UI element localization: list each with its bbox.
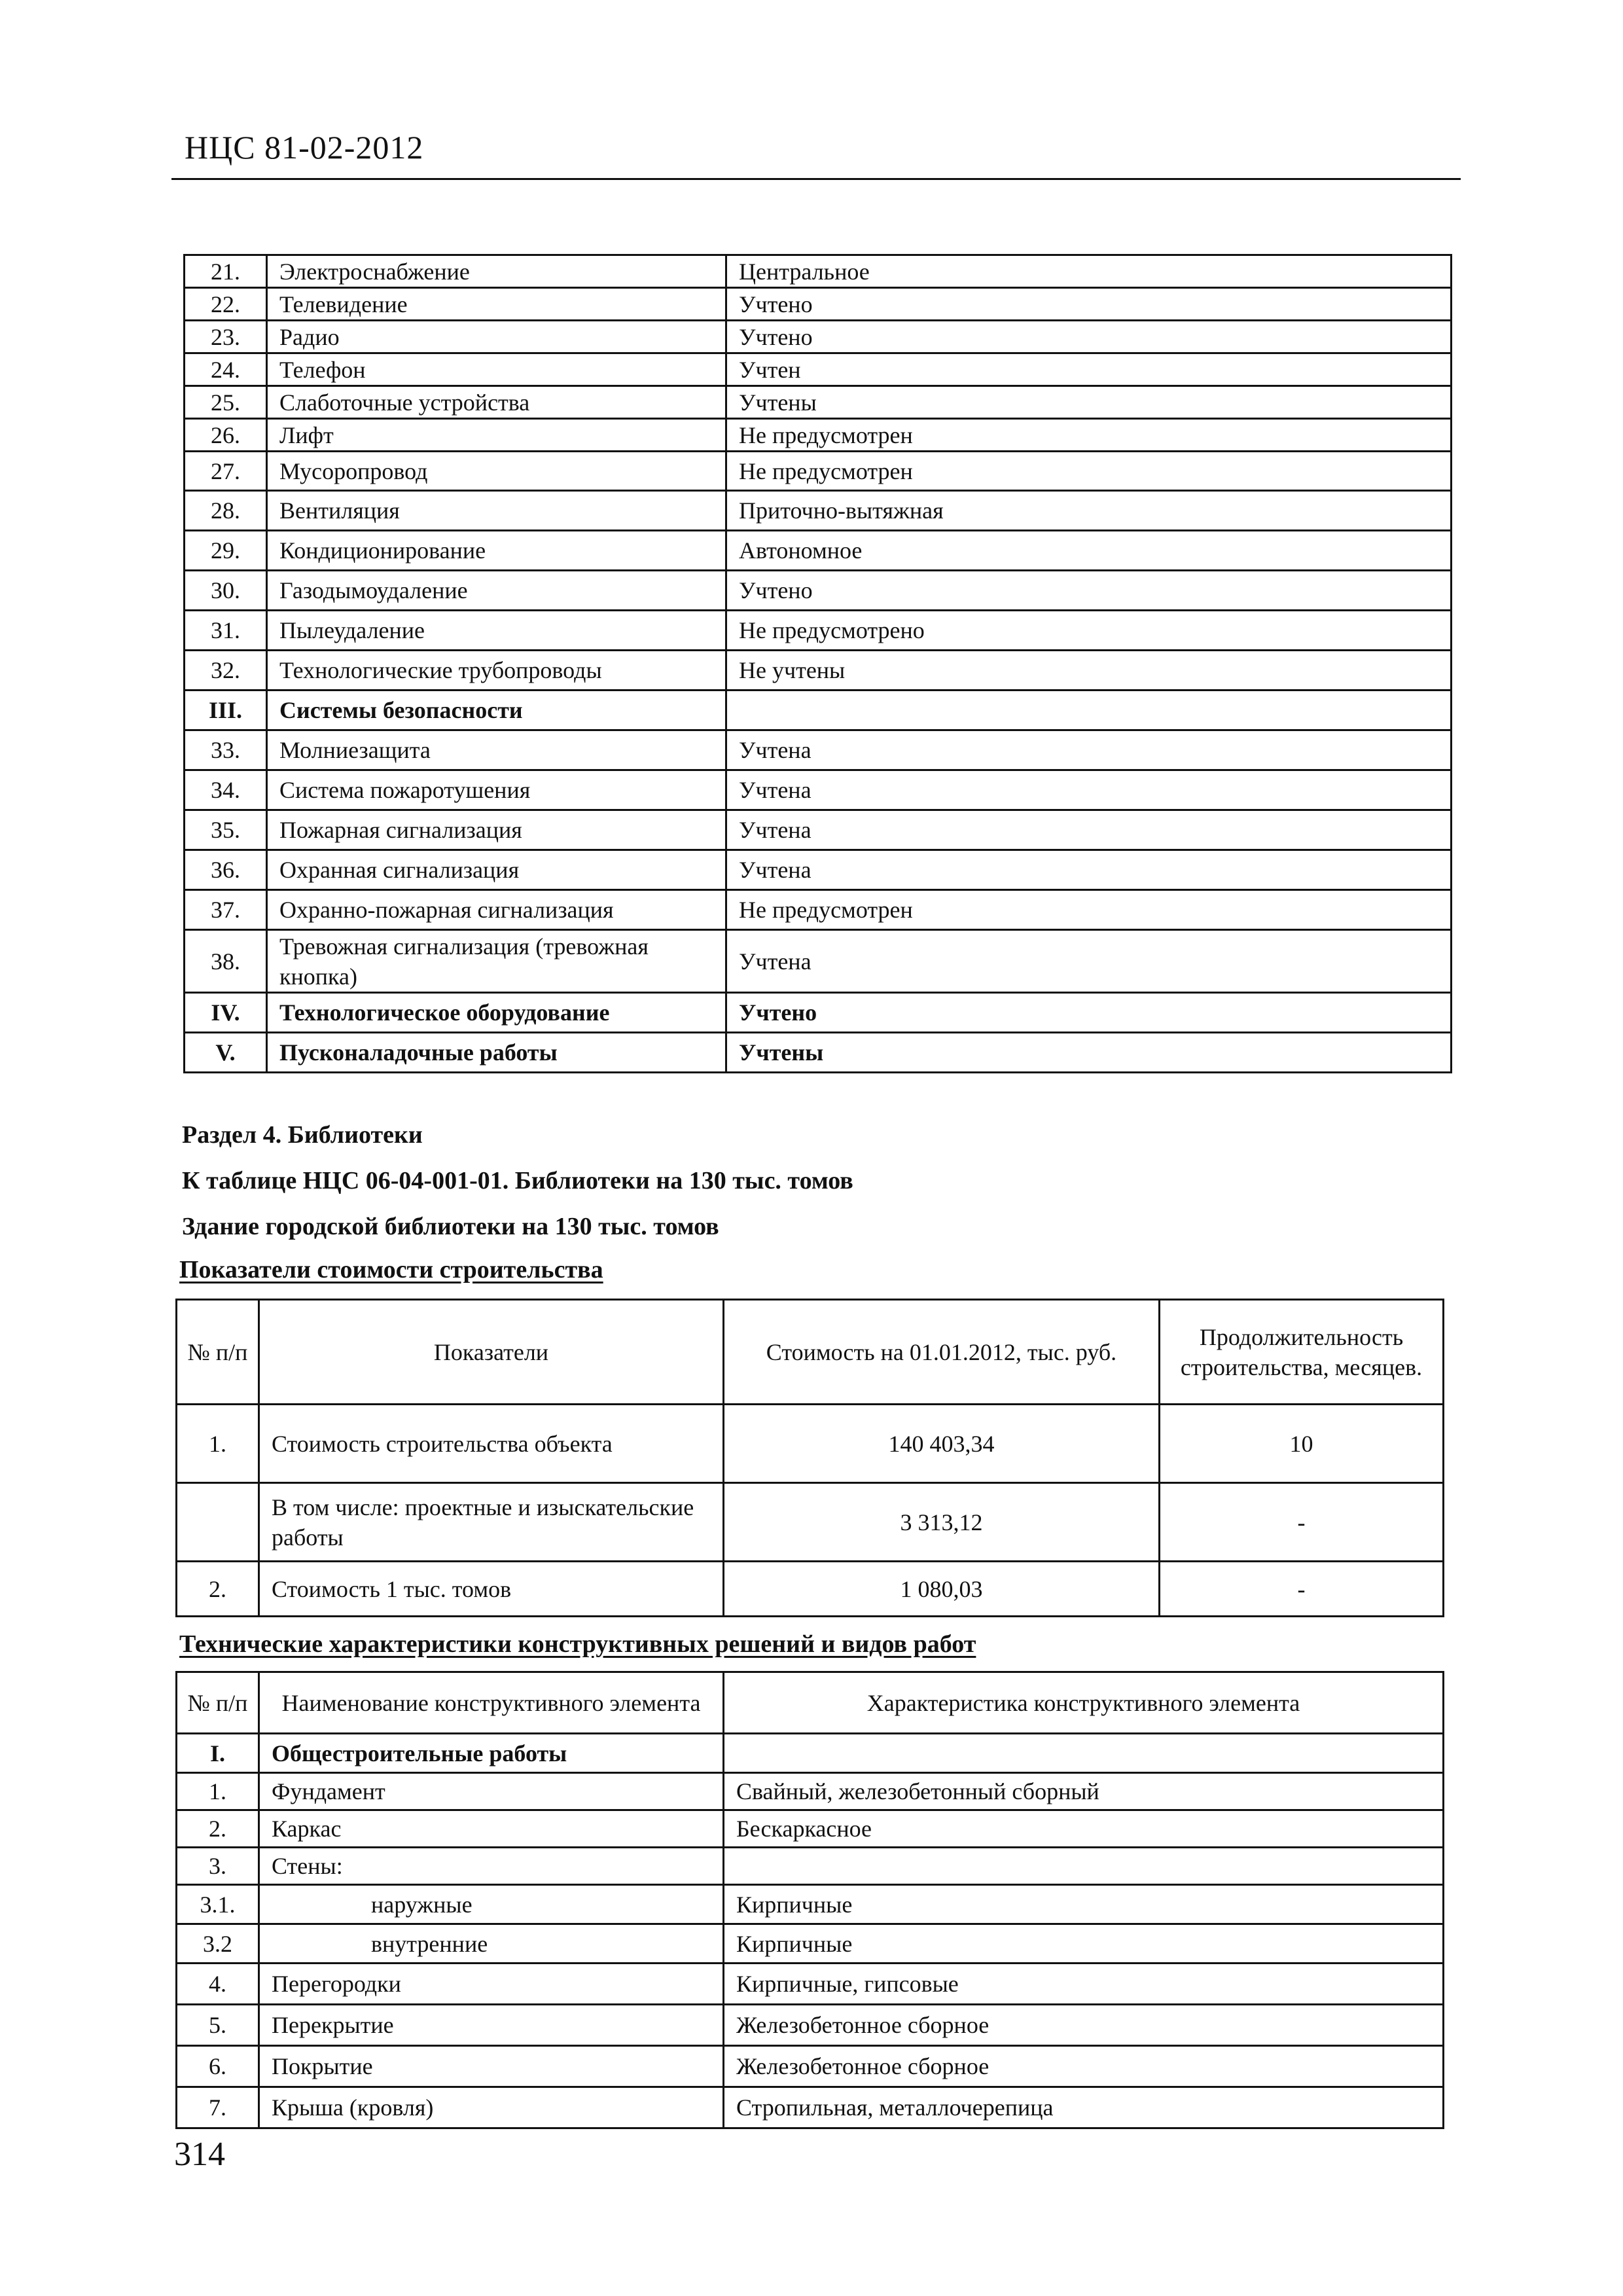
table-row	[177, 1885, 1444, 1924]
table-row	[177, 1924, 1444, 1964]
row-number: 27.	[185, 452, 267, 491]
row-number: 35.	[185, 810, 267, 850]
table-row	[185, 571, 1452, 611]
table-row	[185, 419, 1452, 452]
table-row	[185, 353, 1452, 386]
indicator-duration: 10	[1160, 1405, 1444, 1483]
row-number: 38.	[185, 930, 267, 993]
row-number: 28.	[185, 491, 267, 531]
table-row	[177, 1773, 1444, 1810]
row-number: 3.1.	[177, 1885, 259, 1924]
element-characteristic	[724, 1848, 1444, 1885]
element-value: Центральное	[726, 255, 1452, 288]
row-number	[177, 1483, 259, 1562]
element-name: Радио	[267, 321, 726, 353]
row-number: 29.	[185, 531, 267, 571]
section-name: Системы безопасности	[267, 691, 726, 730]
row-number: 26.	[185, 419, 267, 452]
indicator-cost: 3 313,12	[724, 1483, 1160, 1562]
element-value: Учтена	[726, 810, 1452, 850]
section-title: Раздел 4. Библиотеки	[182, 1121, 423, 1149]
element-characteristic: Кирпичные, гипсовые	[724, 1964, 1444, 2005]
row-number: 33.	[185, 730, 267, 770]
element-name: Телевидение	[267, 288, 726, 321]
table-section-row	[185, 993, 1452, 1033]
element-name: Система пожаротушения	[267, 770, 726, 810]
element-name: Пылеудаление	[267, 611, 726, 651]
cost-indicators-table	[175, 1299, 1444, 1617]
indicator-cost: 140 403,34	[724, 1405, 1160, 1483]
header-cost: Стоимость на 01.01.2012, тыс. руб.	[724, 1300, 1160, 1405]
indicator-name: Стоимость строительства объекта	[259, 1405, 724, 1483]
table-row	[185, 288, 1452, 321]
row-number: 37.	[185, 890, 267, 930]
row-number: 3.2	[177, 1924, 259, 1964]
element-value: Автономное	[726, 531, 1452, 571]
element-value: Учтено	[726, 321, 1452, 353]
table-section-row	[185, 691, 1452, 730]
row-number: 2.	[177, 1562, 259, 1617]
element-name: Покрытие	[259, 2046, 724, 2087]
table-row	[177, 1810, 1444, 1848]
row-number: 30.	[185, 571, 267, 611]
table-row	[177, 1964, 1444, 2005]
element-characteristic: Кирпичные	[724, 1924, 1444, 1964]
section-number: IV.	[185, 993, 267, 1033]
section-number: I.	[177, 1734, 259, 1773]
row-number: 23.	[185, 321, 267, 353]
indicator-duration: -	[1160, 1483, 1444, 1562]
element-name: Газодымоудаление	[267, 571, 726, 611]
table-row	[185, 850, 1452, 890]
row-number: 1.	[177, 1405, 259, 1483]
cost-table-caption: Показатели стоимости строительства	[179, 1256, 603, 1283]
table-header-row	[177, 1300, 1444, 1405]
header-number: № п/п	[177, 1300, 259, 1405]
section-number: III.	[185, 691, 267, 730]
header-element-name: Наименование конструктивного элемента	[259, 1672, 724, 1734]
table-row	[177, 2005, 1444, 2046]
table-row	[177, 1562, 1444, 1617]
table-row	[185, 611, 1452, 651]
element-name: Слаботочные устройства	[267, 386, 726, 419]
element-name: Каркас	[259, 1810, 724, 1848]
indicator-name: Стоимость 1 тыс. томов	[259, 1562, 724, 1617]
element-name: Молниезащита	[267, 730, 726, 770]
element-name: Лифт	[267, 419, 726, 452]
row-number: 34.	[185, 770, 267, 810]
row-number: 7.	[177, 2087, 259, 2128]
row-number: 6.	[177, 2046, 259, 2087]
element-name: внутренние	[259, 1924, 724, 1964]
element-characteristic: Бескаркасное	[724, 1810, 1444, 1848]
table-section-row	[177, 1734, 1444, 1773]
element-name: Фундамент	[259, 1773, 724, 1810]
element-name: Технологические трубопроводы	[267, 651, 726, 691]
section-number: V.	[185, 1033, 267, 1073]
element-characteristic: Железобетонное сборное	[724, 2005, 1444, 2046]
element-name: Кондиционирование	[267, 531, 726, 571]
element-name: наружные	[259, 1885, 724, 1924]
table-section-row	[185, 1033, 1452, 1073]
section-value: Учтено	[726, 993, 1452, 1033]
element-name: Мусоропровод	[267, 452, 726, 491]
element-characteristic: Свайный, железобетонный сборный	[724, 1773, 1444, 1810]
indicator-cost: 1 080,03	[724, 1562, 1160, 1617]
header-duration: Продолжительность строительства, месяцев.	[1160, 1300, 1444, 1405]
row-number: 4.	[177, 1964, 259, 2005]
row-number: 24.	[185, 353, 267, 386]
table-row	[177, 1483, 1444, 1562]
element-value: Учтена	[726, 930, 1452, 993]
element-value: Не предусмотрен	[726, 452, 1452, 491]
element-characteristic	[724, 1734, 1444, 1773]
element-name: Телефон	[267, 353, 726, 386]
element-name: Охранно-пожарная сигнализация	[267, 890, 726, 930]
technical-characteristics-table	[175, 1671, 1444, 2129]
element-name: Охранная сигнализация	[267, 850, 726, 890]
row-number: 31.	[185, 611, 267, 651]
table-row	[177, 2087, 1444, 2128]
engineering-systems-rows	[185, 255, 1452, 1073]
table-row	[177, 2046, 1444, 2087]
table-row	[185, 890, 1452, 930]
table-row	[185, 491, 1452, 531]
table-row	[185, 255, 1452, 288]
element-value: Приточно-вытяжная	[726, 491, 1452, 531]
table-row	[185, 730, 1452, 770]
building-title: Здание городской библиотеки на 130 тыс. томов	[182, 1213, 719, 1240]
section-name: Пусконаладочные работы	[267, 1033, 726, 1073]
element-name: Перекрытие	[259, 2005, 724, 2046]
document-code: НЦС 81-02-2012	[185, 129, 424, 166]
header-indicator: Показатели	[259, 1300, 724, 1405]
header-number: № п/п	[177, 1672, 259, 1734]
element-value: Учтен	[726, 353, 1452, 386]
row-number: 2.	[177, 1810, 259, 1848]
table-row	[177, 1848, 1444, 1885]
row-number: 32.	[185, 651, 267, 691]
table-row	[185, 770, 1452, 810]
indicator-duration: -	[1160, 1562, 1444, 1617]
row-number: 3.	[177, 1848, 259, 1885]
row-number: 1.	[177, 1773, 259, 1810]
table-row	[185, 651, 1452, 691]
element-name: Пожарная сигнализация	[267, 810, 726, 850]
table-row	[185, 452, 1452, 491]
element-characteristic: Стропильная, металлочерепица	[724, 2087, 1444, 2128]
technical-characteristics-rows	[177, 1672, 1444, 2128]
table-row	[185, 930, 1452, 993]
element-name: Вентиляция	[267, 491, 726, 531]
section-value: Учтены	[726, 1033, 1452, 1073]
section-name: Общестроительные работы	[259, 1734, 724, 1773]
row-number: 5.	[177, 2005, 259, 2046]
element-value: Учтено	[726, 288, 1452, 321]
table-row	[185, 531, 1452, 571]
element-value: Не учтены	[726, 651, 1452, 691]
page-number: 314	[174, 2136, 225, 2173]
tech-table-caption: Технические характеристики конструктивных решений и видов работ	[179, 1630, 976, 1658]
table-row	[185, 386, 1452, 419]
indicator-name: В том числе: проектные и изыскательские работы	[259, 1483, 724, 1562]
element-characteristic: Железобетонное сборное	[724, 2046, 1444, 2087]
element-value: Учтена	[726, 770, 1452, 810]
element-value: Учтена	[726, 850, 1452, 890]
element-name: Перегородки	[259, 1964, 724, 2005]
table-row	[177, 1405, 1444, 1483]
header-characteristic: Характеристика конструктивного элемента	[724, 1672, 1444, 1734]
element-value: Учтена	[726, 730, 1452, 770]
table-row	[185, 810, 1452, 850]
row-number: 22.	[185, 288, 267, 321]
element-value: Учтено	[726, 571, 1452, 611]
section-name: Технологическое оборудование	[267, 993, 726, 1033]
element-value: Учтены	[726, 386, 1452, 419]
element-value: Не предусмотрено	[726, 611, 1452, 651]
element-name: Электроснабжение	[267, 255, 726, 288]
element-value	[726, 691, 1452, 730]
row-number: 36.	[185, 850, 267, 890]
element-name: Тревожная сигнализация (тревожная кнопка)	[267, 930, 726, 993]
table-header-row	[177, 1672, 1444, 1734]
table-reference: К таблице НЦС 06-04-001-01. Библиотеки на 130 тыс. томов	[182, 1167, 853, 1194]
element-name: Стены:	[259, 1848, 724, 1885]
element-value: Не предусмотрен	[726, 419, 1452, 452]
cost-indicators-rows	[177, 1300, 1444, 1617]
engineering-systems-table	[183, 254, 1452, 1073]
table-row	[185, 321, 1452, 353]
element-characteristic: Кирпичные	[724, 1885, 1444, 1924]
element-value: Не предусмотрен	[726, 890, 1452, 930]
row-number: 21.	[185, 255, 267, 288]
row-number: 25.	[185, 386, 267, 419]
header-divider	[171, 178, 1461, 180]
element-name: Крыша (кровля)	[259, 2087, 724, 2128]
